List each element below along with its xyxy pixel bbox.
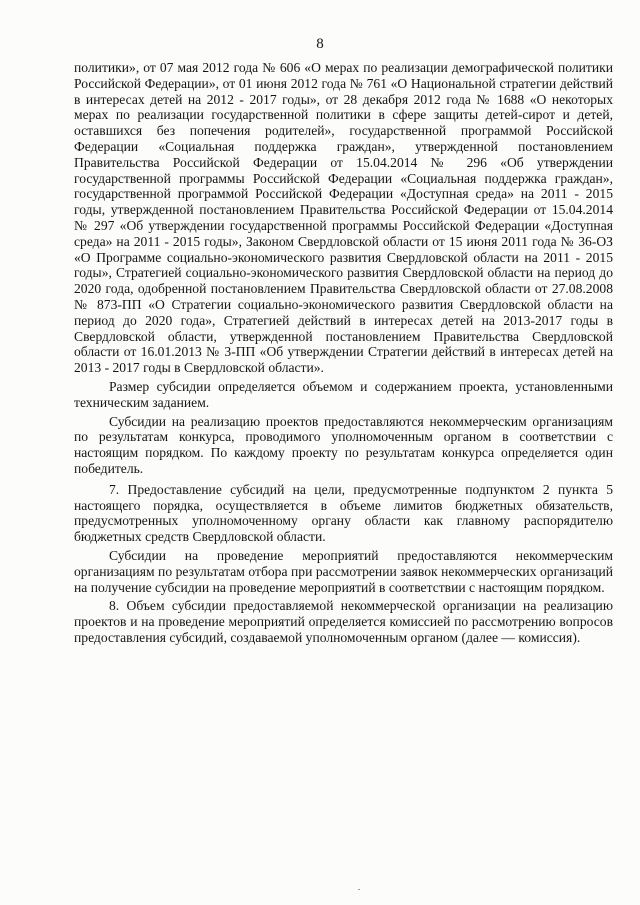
paragraph-item-7: 7. Предоставление субсидий на цели, предусмотренные подпунктом 2 пункта 5 настоящего порядка, осуществляется в объеме лимитов бюджетных обязательств, предусмотренных уполномоченному органу области как главному распорядителю бюджетных средств Свердловской области. xyxy=(74,481,613,545)
paragraph-continuation: политики», от 07 мая 2012 года № 606 «О мерах по реализации демографической политики Российской Федерации», от 01 июня 2012 года № 761 «О Национальной стратегии действий в интересах детей на 2012 - 2017 годы», от 28 декабря 2012 года № 1688 «О некоторых мерах по реализации государственной политики в сфере защиты детей-сирот и детей, оставшихся без попечения родителей», государственной программой Российской Федерации «Социальная поддержка граждан», утвержденной постановлением Правительства Российской Федерации от 15.04.2014 № 296 «Об утверждении государственной программы Российской Федерации «Социальная поддержка граждан», государственной программой Российской Федерации «Доступная среда» на 2011 - 2015 годы, утвержденной постановлением Правительства Российской Федерации от 15.04.2014 № 297 «Об утверждении государственной программы Российской Федерации «Доступная среда» на 2011 - 2015 годы», Законом Свердловской области от 15 июня 2011 года № 36-ОЗ «О Программе социально-экономического развития Свердловской области на 2011 - 2015 годы», Стратегией социально-экономического развития Свердловской области на период до 2020 года, одобренной постановлением Правительства Свердловской области от 27.08.2008 № 873-ПП «О Стратегии социально-экономического развития Свердловской области на период до 2020 года», Стратегией действий в интересах детей на 2013-2017 годы в Свердловской области, утвержденной постановлением Правительства Свердловской области от 16.01.2013 № 3-ПП «Об утверждении Стратегии действий в интересах детей на 2013 - 2017 годы в Свердловской области». xyxy=(74,60,613,376)
page-number: 8 xyxy=(316,36,324,52)
scan-speck xyxy=(358,889,360,890)
paragraph-project-subsidies: Субсидии на реализацию проектов предоставляются некоммерческим организациям по результатам конкурса, проводимого уполномоченным органом в соответствии с настоящим порядком. По каждому проекту по результатам конкурса определяется один победитель. xyxy=(74,413,613,476)
paragraph-event-subsidies: Субсидии на проведение мероприятий предоставляются некоммерческим организациям по результатам отбора при рассмотрении заявок некоммерческих организаций на получение субсидии на проведение мероприятий в соответствии с настоящим порядком. xyxy=(74,547,613,595)
paragraph-item-8: 8. Объем субсидии предоставляемой некоммерческой организации на реализацию проектов и на проведение мероприятий определяется комиссией по рассмотрению вопросов предоставления субсидий, создаваемой уполномоченным органом (далее — комиссия). xyxy=(74,598,613,645)
document-body xyxy=(74,60,613,646)
paragraph-subsidy-size: Размер субсидии определяется объемом и содержанием проекта, установленными техническим заданием. xyxy=(74,378,613,410)
